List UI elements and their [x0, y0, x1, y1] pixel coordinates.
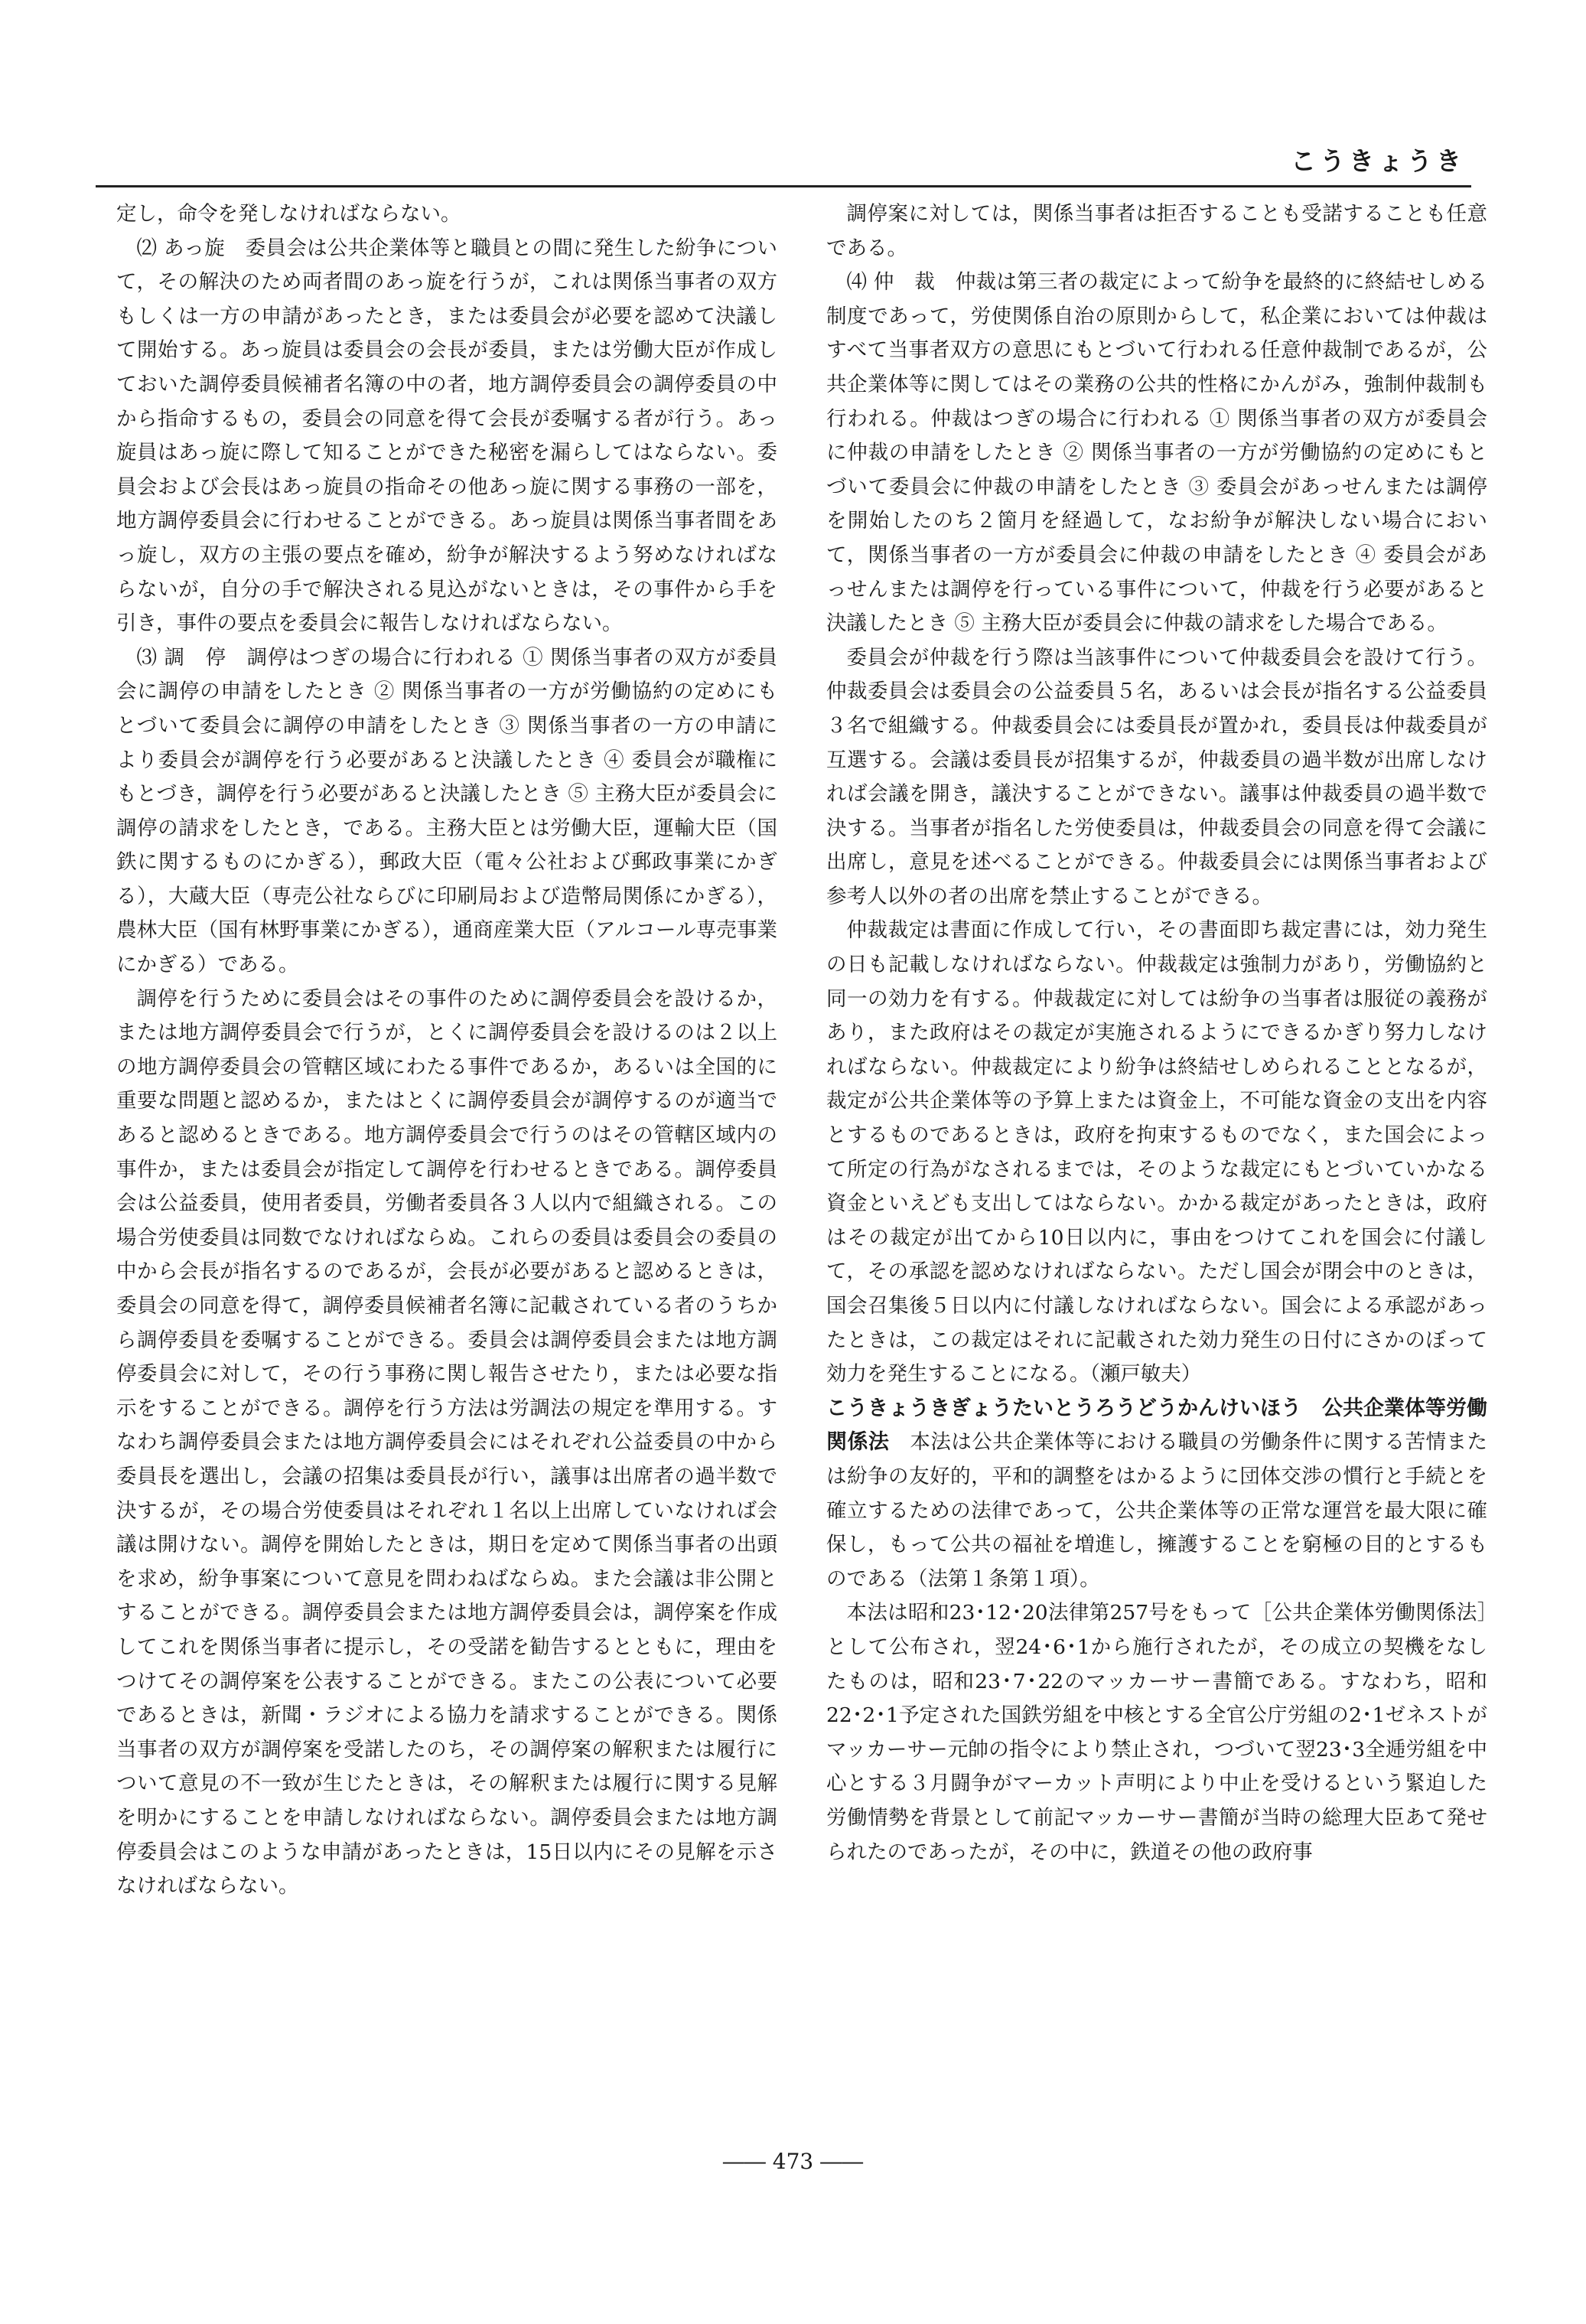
paragraph: 仲裁裁定は書面に作成して行い，その書面即ち裁定書には，効力発生の日も記載しなければならない。仲裁裁定は強制力があり，労働協約と同一の効力を有する。仲裁裁定に対しては紛争の当事者は服従の義務があり，また政府はその裁定が実施されるようにできるかぎり努力しなければならない。仲裁裁定により紛争は終結せしめられることとなるが，裁定が公共企業体等の予算上または資金上，不可能な資金の支出を内容とするものであるときは，政府を拘束するものでなく，また国会によって所定の行為がなされるまでは，そのような裁定にもとづいていかなる資金といえども支出してはならない。かかる裁定があったときは，政府はその裁定が出てから10日以内に，事由をつけてこれを国会に付議して，その承認を認めなければならない。ただし国会が閉会中のときは，国会召集後５日以内に付議しなければならない。国会による承認があったときは，この裁定はそれに記載された効力発生の日付にさかのぼって効力を発生することになる。（瀬戸敏夫） — [826, 918, 1487, 1387]
paragraph: 本法は昭和23･12･20法律第257号をもって［公共企業体労働関係法］として公布され，翌24･6･1から施行されたが，その成立の契機をなしたものは，昭和23･7･22のマッカーサー書簡である。すなわち，昭和22･2･1予定された国鉄労組を中核とする全官公庁労組の2･1ゼネストがマッカーサー元帥の指令により禁止され，つづいて翌23･3全逓労組を中心とする３月闘争がマーカット声明により中止を受けるという緊迫した労働情勢を背景として前記マッカーサー書簡が当時の総理大臣あて発せられたのであったが，その中に，鉄道その他の政府事 — [826, 1601, 1487, 1864]
right-column — [826, 197, 1487, 1869]
left-column — [116, 197, 777, 1904]
entry-headword: こうきょうきぎょうたいとうろうどうかんけいほう 公共企業体等労働関係法 — [826, 1396, 1487, 1455]
running-head: こうきょうき — [1291, 146, 1465, 176]
paragraph: ⑷ 仲 裁 仲裁は第三者の裁定によって紛争を最終的に終結せしめる制度であって，労使関係自治の原則からして，私企業においては仲裁はすべて当事者双方の意思にもとづいて行われる任意仲裁制であるが，公共企業体等に関してはその業務の公共的性格にかんがみ，強制仲裁制も行われる。仲裁はつぎの場合に行われる ① 関係当事者の双方が委員会に仲裁の申請をしたとき ② 関係当事者の一方が労働協約の定めにもとづいて委員会に仲裁の申請をしたとき ③ 委員会があっせんまたは調停を開始したのち２箇月を経過して，なお紛争が解決しない場合において，関係当事者の一方が委員会に仲裁の申請をしたとき ④ 委員会があっせんまたは調停を行っている事件について，仲裁を行う必要があると決議したとき ⑤ 主務大臣が委員会に仲裁の請求をした場合である。 — [826, 270, 1487, 636]
paragraph: 調停を行うために委員会はその事件のために調停委員会を設けるか，または地方調停委員会で行うが，とくに調停委員会を設けるのは２以上の地方調停委員会の管轄区域にわたる事件であるか，あるいは全国的に重要な問題と認めるか，またはとくに調停委員会が調停するのが適当であると認めるときである。地方調停委員会で行うのはその管轄区域内の事件か，または委員会が指定して調停を行わせるときである。調停委員会は公益委員，使用者委員，労働者委員各３人以内で組織される。この場合労使委員は同数でなければならぬ。これらの委員は委員会の委員の中から会長が指名するのであるが，会長が必要があると認めるときは，委員会の同意を得て，調停委員候補者名簿に記載されている者のうちから調停委員を委嘱することができる。委員会は調停委員会または地方調停委員会に対して，その行う事務に関し報告させたり，または必要な指示をすることができる。調停を行う方法は労調法の規定を準用する。すなわち調停委員会または地方調停委員会にはそれぞれ公益委員の中から委員長を選出し，会議の招集は委員長が行い，議事は出席者の過半数で決するが，その場合労使委員はそれぞれ１名以上出席していなければ会議は開けない。調停を開始したときは，期日を定めて関係当事者の出頭を求め，紛争事案について意見を問わねばならぬ。また会議は非公開とすることができる。調停委員会または地方調停委員会は，調停案を作成してこれを関係当事者に提示し，その受諾を勧告するとともに，理由をつけてその調停案を公表することができる。またこの公表について必要であるときは，新聞・ラジオによる協力を請求することができる。関係当事者の双方が調停案を受諾したのち，その調停案の解釈または履行について意見の不一致が生じたときは，その解釈または履行に関する見解を明かにすることを申請しなければならない。調停委員会または地方調停委員会はこのような申請があったときは，15日以内にその見解を示さなければならない。 — [116, 986, 777, 1899]
page-number: ―― 473 ―― — [722, 2149, 864, 2174]
header-rule — [96, 185, 1471, 187]
entry-body: 本法は公共企業体等における職員の労働条件に関する苦情または紛争の友好的，平和的調整をはかるように団体交渉の慣行と手続とを確立するための法律であって，公共企業体等の正常な運営を最大限に確保し，もって公共の福祉を増進し，擁護することを窮極の目的とするものである（法第１条第１項）。 — [826, 1430, 1488, 1591]
paragraph: ⑵ あっ旋 委員会は公共企業体等と職員との間に発生した紛争について，その解決のため両者間のあっ旋を行うが，これは関係当事者の双方もしくは一方の申請があったとき，または委員会が必要を認めて決議して開始する。あっ旋員は委員会の会長が委員，または労働大臣が作成しておいた調停委員候補者名簿の中の者，地方調停委員会の調停委員の中から指命するもの，委員会の同意を得て会長が委嘱する者が行う。あっ旋員はあっ旋に際して知ることができた秘密を漏らしてはならない。委員会および会長はあっ旋員の指命その他あっ旋に関する事務の一部を，地方調停委員会に行わせることができる。あっ旋員は関係当事者間をあっ旋し，双方の主張の要点を確め，紛争が解決するよう努めなければならないが，自分の手で解決される見込がないときは，その事件から手を引き，事件の要点を委員会に報告しなければならない。 — [116, 236, 777, 636]
paragraph: 委員会が仲裁を行う際は当該事件について仲裁委員会を設けて行う。仲裁委員会は委員会の公益委員５名，あるいは会長が指名する公益委員３名で組織する。仲裁委員会には委員長が置かれ，委員長は仲裁委員が互選する。会議は委員長が招集するが，仲裁委員の過半数が出席しなければ会議を開き，議決することができない。議事は仲裁委員の過半数で決する。当事者が指名した労使委員は，仲裁委員会の同意を得て会議に出席し，意見を述べることができる。仲裁委員会には関係当事者および参考人以外の者の出席を禁止することができる。 — [826, 645, 1487, 908]
paragraph: 調停案に対しては，関係当事者は拒否することも受諾することも任意である。 — [826, 202, 1487, 260]
paragraph: ⑶ 調 停 調停はつぎの場合に行われる ① 関係当事者の双方が委員会に調停の申請をしたとき ② 関係当事者の一方が労働協約の定めにもとづいて委員会に調停の申請をしたとき ③ 関係当事者の一方の申請により委員会が調停を行う必要があると決議したとき ④ 委員会が職権にもとづき，調停を行う必要があると決議したとき ⑤ 主務大臣が委員会に調停の請求をしたとき，である。主務大臣とは労働大臣，運輸大臣（国鉄に関するものにかぎる），郵政大臣（電々公社および郵政事業にかぎる），大蔵大臣（専売公社ならびに印刷局および造幣局関係にかぎる），農林大臣（国有林野事業にかぎる），通商産業大臣（アルコール専売事業にかぎる）である。 — [116, 645, 777, 977]
dictionary-entry — [826, 1392, 1487, 1597]
paragraph: 定し，命令を発しなければならない。 — [116, 202, 461, 226]
